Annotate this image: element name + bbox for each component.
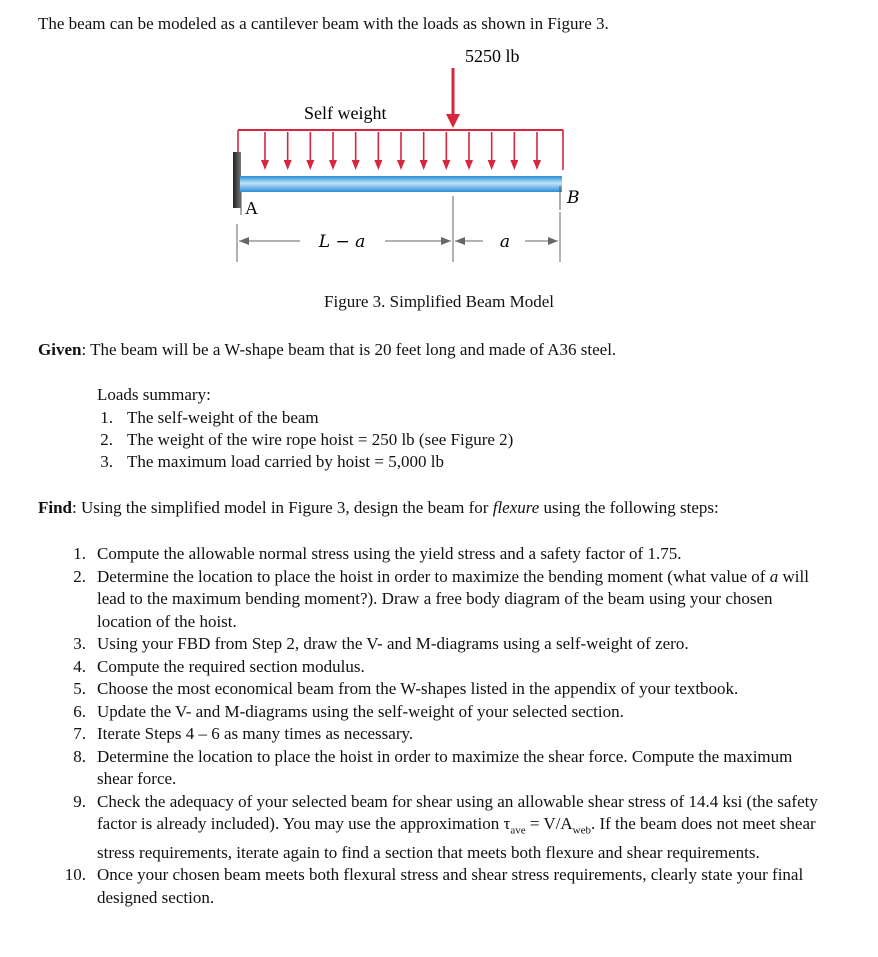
support-a-label: A [245, 198, 258, 218]
loads-item-text: The self-weight of the beam [127, 408, 319, 427]
step-number: 6. [73, 701, 86, 721]
loads-item-text: The weight of the wire rope hoist = 250 lb (see Figure 2) [127, 430, 514, 449]
given-text: : The beam will be a W-shape beam that is 20 feet long and made of A36 steel. [81, 340, 617, 359]
step-text: Compute the required section modulus. [97, 656, 365, 676]
step-text: Choose the most economical beam from the W-shapes listed in the appendix of your textbook. [97, 679, 739, 698]
load-arrow-head [510, 160, 518, 170]
distributed-load-arrows-icon [238, 130, 563, 170]
step-number: 9. [73, 791, 86, 811]
loads-item-text: The maximum load carried by hoist = 5,000 lb [127, 452, 444, 471]
self-weight-label: Self weight [304, 103, 387, 123]
step-number: 7. [73, 724, 86, 743]
step-item [60, 656, 830, 679]
step-item [60, 791, 830, 865]
load-arrow-head [306, 160, 314, 170]
step-item [60, 566, 830, 634]
intro-text: The beam can be modeled as a cantilever beam with the loads as shown in Figure 3. [38, 14, 609, 33]
load-arrow-head [261, 160, 269, 170]
find-label: Find [38, 498, 73, 517]
step-item [60, 543, 830, 566]
end-b-label: B [567, 188, 580, 208]
loads-summary-title: Loads summary: [97, 385, 211, 404]
step-number: 8. [73, 746, 86, 766]
dimension-lines [237, 196, 560, 262]
step-number: 4. [73, 656, 86, 676]
find-text-after: using the following steps: [539, 498, 719, 517]
load-arrow-head [442, 160, 450, 170]
step-text: Once your chosen beam meets both flexural stress and shear stress requirements, clearly state your final designed section. [97, 865, 804, 907]
step-text: Iterate Steps 4 – 6 as many times as necessary. [97, 724, 414, 743]
step-item [60, 723, 830, 746]
fixed-support-wall [233, 152, 241, 208]
load-arrow-head [465, 160, 473, 170]
step-text: Check the adequacy of your selected beam for shear using an allowable shear stress of 14.4 ksi (the safety factor is already included). You may use the approximation $\tau_{ave} = V/A_{web}$. If the beam does not meet shear stress requirements, iterate again to find a section that meets both flexure and shear requirements. [97, 791, 818, 862]
given-paragraph [38, 340, 616, 360]
step-item [60, 633, 830, 656]
given-label: Given [38, 340, 82, 359]
loads-item-number: 3. [100, 452, 113, 471]
steps-list [60, 543, 830, 909]
dim-left-label: L − a [318, 232, 366, 252]
find-paragraph [38, 498, 719, 518]
step-number: 3. [73, 634, 86, 653]
beam-body [240, 176, 562, 192]
figure-caption: Figure 3. Simplified Beam Model [324, 292, 554, 311]
load-arrow-head [284, 160, 292, 170]
beam-diagram [225, 40, 580, 275]
step-number: 10. [64, 865, 86, 885]
step-item [60, 746, 830, 791]
dim-right-label: a [499, 232, 511, 252]
load-arrow-head [329, 160, 337, 170]
step-item [60, 864, 830, 909]
step-number: 1. [73, 544, 86, 563]
step-text: Using your FBD from Step 2, draw the V- and M-diagrams using a self-weight of zero. [97, 634, 689, 653]
step-number: 5. [73, 679, 86, 698]
load-arrow-head [420, 160, 428, 170]
step-text: Compute the allowable normal stress using the yield stress and a safety factor of 1.75. [97, 544, 682, 563]
point-load-arrow-icon [446, 68, 460, 128]
load-arrow-head [488, 160, 496, 170]
beam-figure [225, 40, 580, 275]
step-item [60, 701, 830, 724]
step-number: 2. [73, 566, 86, 586]
step-text: Determine the location to place the hoist in order to maximize the bending moment (what value of a will lead to the maximum bending moment?). Draw a free body diagram of the beam using your chosen location of the hoist. [97, 566, 809, 631]
load-arrow-head [397, 160, 405, 170]
load-arrow-head [374, 160, 382, 170]
step-text: Determine the location to place the hoist in order to maximize the shear force. Compute the maximum shear force. [97, 746, 793, 788]
point-load-label: 5250 lb [465, 46, 520, 66]
loads-item-number: 2. [100, 430, 113, 449]
load-arrow-head [352, 160, 360, 170]
load-arrow-head [533, 160, 541, 170]
step-item [60, 678, 830, 701]
loads-item-number: 1. [100, 408, 113, 427]
step-text: Update the V- and M-diagrams using the self-weight of your selected section. [97, 701, 624, 721]
find-text-before: : Using the simplified model in Figure 3, design the beam for [72, 498, 493, 517]
find-emphasis: flexure [492, 498, 540, 517]
